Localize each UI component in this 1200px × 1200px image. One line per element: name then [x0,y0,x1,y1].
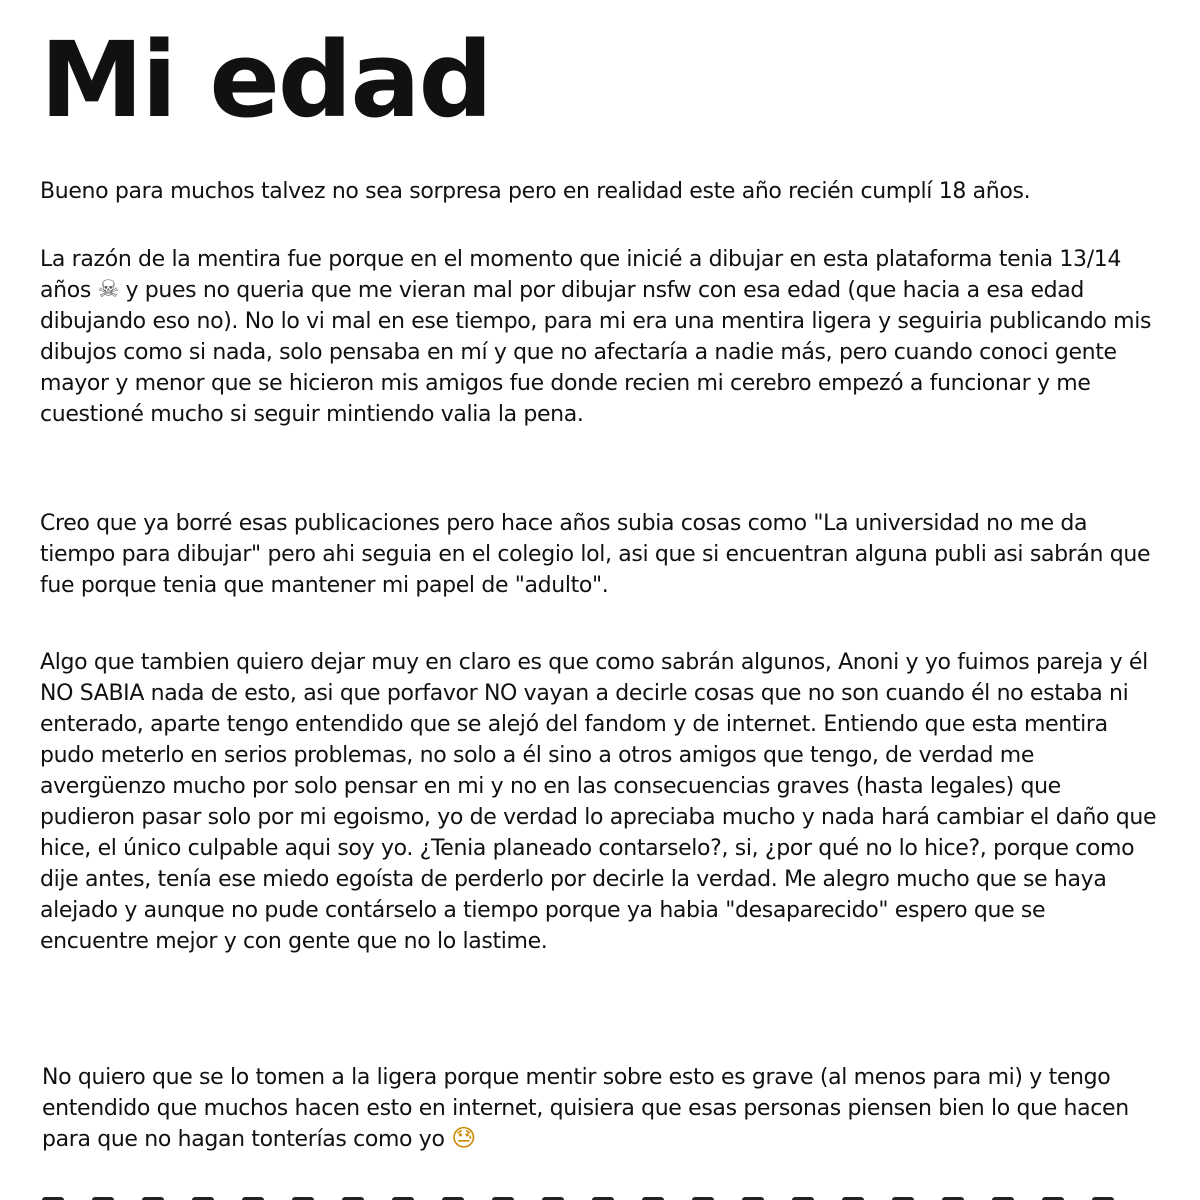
skull-icon: ☠ [97,275,119,303]
paragraph-reason [40,244,1160,430]
paragraph-reason-part-1: La razón de la mentira fue porque en el momento que inicié a dibujar en esta plataforma tenia 13/14 años [40,247,1122,303]
paragraph-age-reveal: Bueno para muchos talvez no sea sorpresa pero en realidad este año recién cumplí 18 años. [40,179,1031,204]
sad-face-icon: 😓 [451,1124,476,1152]
paragraph-reason-part-2: y pues no queria que me vieran mal por dibujar nsfw con esa edad (que hacia a esa edad dibujando eso no). No lo vi mal en ese tiempo, para mi era una mentira ligera y seguiria publicando mis dibujos como si nada, solo pensaba en mí y que no afectaría a nadie más, pero cuando conoci gente mayor y menor que se hicieron mis amigos fue donde recien mi cerebro empezó a funcionar y me cuestioné mucho si seguir mintiendo valia la pena. [40,278,1152,427]
cut-off-text-line [42,1190,1152,1200]
paragraph-warning-text: No quiero que se lo tomen a la ligera porque mentir sobre esto es grave (al menos para mi) y tengo entendido que muchos hacen esto en internet, quisiera que esas personas piensen bien lo que hacen para que no hagan tonterías como yo [42,1065,1129,1152]
paragraph-deleted-posts: Creo que ya borré esas publicaciones pero hace años subia cosas como "La universidad no me da tiempo para dibujar" pero ahi seguia en el colegio lol, asi que si encuentran alguna publi asi sabrán que fue porque tenia que mantener mi papel de "adulto". [40,511,1151,598]
paragraph-anoni: Algo que tambien quiero dejar muy en claro es que como sabrán algunos, Anoni y yo fuimos pareja y él NO SABIA nada de esto, asi que porfavor NO vayan a decirle cosas que no son cuando él no estaba ni enterado, aparte tengo entendido que se alejó del fandom y de internet. Entiendo que esta mentira pudo meterlo en serios problemas, no solo a él sino a otros amigos que tengo, de verdad me avergüenzo mucho por solo pensar en mi y no en las consecuencias graves (hasta legales) que pudieron pasar solo por mi egoismo, yo de verdad lo apreciaba mucho y nada hará cambiar el daño que hice, el único culpable aqui soy yo. ¿Tenia planeado contarselo?, si, ¿por qué no lo hice?, porque como dije antes, tenía ese miedo egoísta de perderlo por decirle la verdad. Me alegro mucho que se haya alejado y aunque no pude contárselo a tiempo porque ya habia "desaparecido" espero que se encuentre mejor y con gente que no lo lastime. [40,650,1157,954]
paragraph-warning [42,1062,1162,1155]
page-title: Mi edad [40,19,491,141]
